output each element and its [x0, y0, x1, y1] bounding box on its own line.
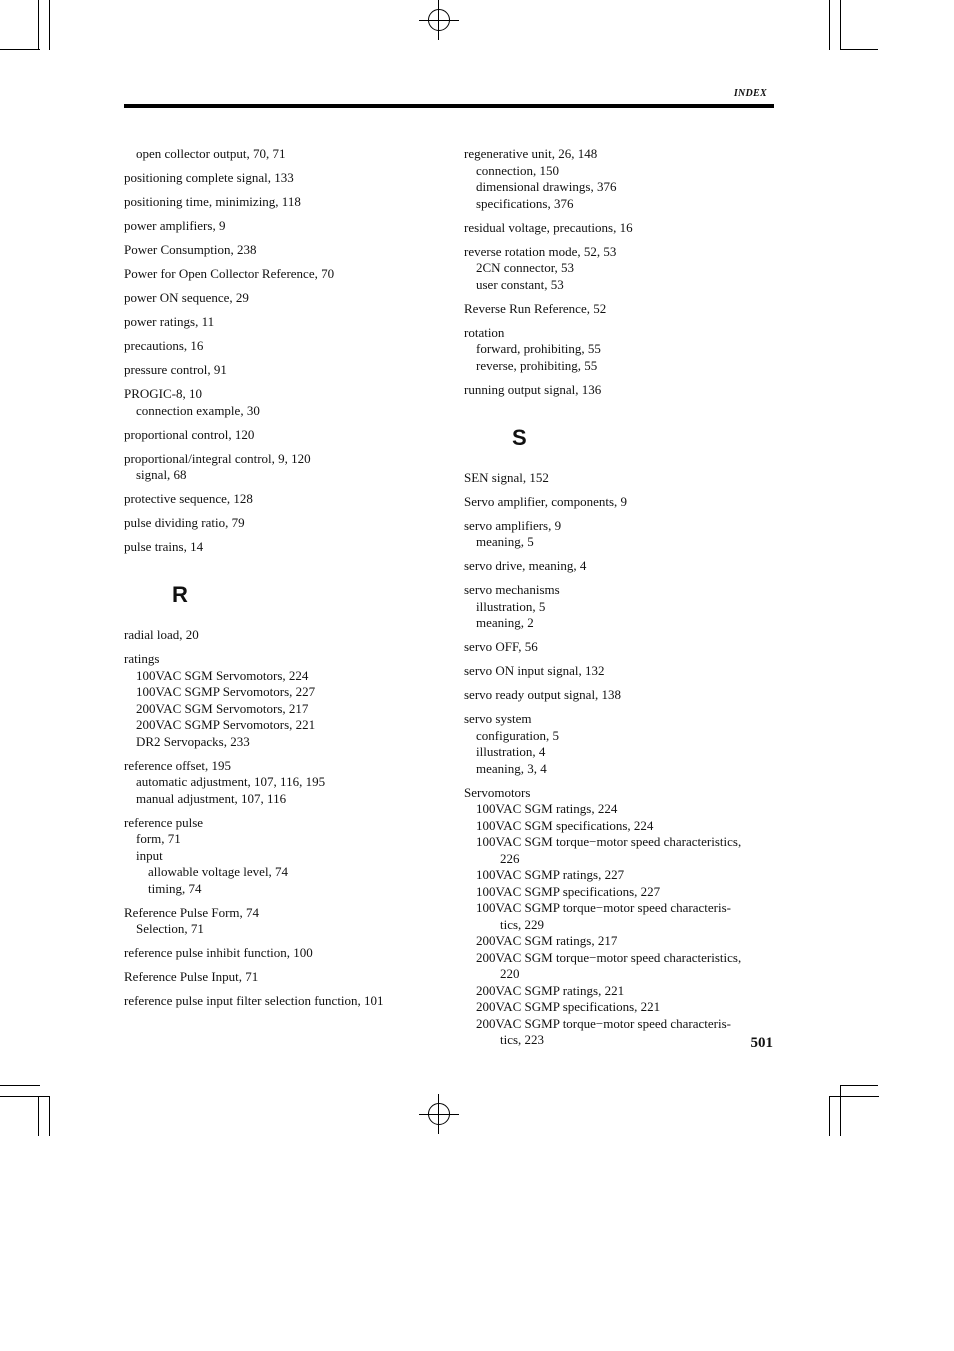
index-entry	[464, 639, 774, 656]
index-subterm: configuration, 5	[476, 727, 560, 743]
index-column-left	[124, 146, 424, 1017]
index-entry	[464, 325, 774, 375]
index-term: servo system	[464, 711, 532, 726]
index-entry	[124, 993, 424, 1010]
index-subterm: form, 71	[136, 831, 181, 846]
page-number: 501	[750, 1035, 773, 1051]
index-term: radial load, 20	[124, 627, 199, 642]
index-entry	[464, 244, 774, 294]
crop-mark	[829, 1096, 879, 1097]
index-entry	[124, 266, 424, 283]
index-term: Reference Pulse Form, 74	[124, 904, 260, 920]
index-subterm: 200VAC SGM Servomotors, 217	[136, 700, 309, 716]
index-entry	[124, 539, 424, 556]
header-rule	[124, 104, 774, 108]
index-term: Reference Pulse Input, 71	[124, 969, 259, 984]
crop-mark	[49, 0, 50, 50]
index-subterm: open collector output, 70, 71	[136, 146, 286, 161]
index-subterm: connection example, 30	[136, 402, 260, 418]
index-subterm: Selection, 71	[136, 921, 204, 936]
index-subterm: user constant, 53	[476, 276, 564, 292]
index-entry	[124, 386, 424, 419]
index-entry	[124, 218, 424, 235]
index-entry	[464, 785, 774, 1049]
index-subterm: 100VAC SGM specifications, 224	[476, 817, 654, 833]
index-entry	[464, 582, 774, 632]
index-term: PROGIC-8, 10	[124, 386, 203, 401]
index-entry	[124, 290, 424, 307]
index-entry	[124, 758, 424, 808]
index-entry	[124, 905, 424, 938]
index-subterm: illustration, 5	[476, 598, 546, 614]
index-entry	[124, 945, 424, 962]
index-term: pressure control, 91	[124, 362, 227, 377]
index-subterm: 100VAC SGMP torque−motor speed characteris-	[476, 900, 732, 915]
index-subterm: 200VAC SGMP ratings, 221	[476, 982, 625, 998]
index-entry	[124, 451, 424, 484]
index-subterm: automatic adjustment, 107, 116, 195	[136, 774, 326, 789]
index-term: power amplifiers, 9	[124, 218, 226, 233]
index-entry	[464, 663, 774, 680]
index-subterm: illustration, 4	[476, 744, 546, 759]
index-term: reference offset, 195	[124, 757, 231, 773]
index-term: Reverse Run Reference, 52	[464, 300, 607, 316]
index-term: precautions, 16	[124, 338, 204, 353]
index-term: servo OFF, 56	[464, 639, 538, 654]
running-header: INDEX	[733, 88, 767, 99]
index-term: reference pulse input filter selection function, 101	[124, 993, 384, 1008]
crop-mark	[0, 1085, 40, 1086]
index-term: proportional control, 120	[124, 426, 255, 442]
index-subterm: 200VAC SGMP Servomotors, 221	[136, 717, 316, 732]
index-term: residual voltage, precautions, 16	[464, 219, 633, 235]
index-term: Servo amplifier, components, 9	[464, 493, 628, 509]
index-subterm: tics, 223	[500, 1032, 545, 1047]
crop-mark	[840, 1085, 878, 1086]
index-column-right	[464, 146, 774, 1056]
index-subterm: 100VAC SGMP ratings, 227	[476, 867, 625, 882]
crop-mark	[0, 1096, 50, 1097]
crop-mark	[840, 0, 841, 50]
index-subterm: 200VAC SGM torque−motor speed characteristics,	[476, 949, 742, 965]
index-entry	[464, 382, 774, 399]
index-subterm: specifications, 376	[476, 195, 574, 211]
index-entry	[124, 815, 424, 898]
index-subterm: 100VAC SGMP specifications, 227	[476, 883, 661, 899]
index-entry	[464, 558, 774, 575]
index-entry	[124, 427, 424, 444]
index-subterm: signal, 68	[136, 467, 187, 482]
index-entry	[124, 314, 424, 331]
index-subterm: 100VAC SGM Servomotors, 224	[136, 667, 309, 683]
index-entry	[124, 242, 424, 259]
index-term: Power for Open Collector Reference, 70	[124, 266, 335, 281]
index-term: servo ON input signal, 132	[464, 663, 605, 678]
index-subterm: 2CN connector, 53	[476, 260, 575, 275]
index-entry	[124, 170, 424, 187]
index-subterm: 100VAC SGM ratings, 224	[476, 801, 618, 816]
index-term: reference pulse	[124, 814, 204, 830]
index-entry	[124, 194, 424, 211]
index-subterm: 100VAC SGM torque−motor speed characteristics,	[476, 834, 742, 849]
index-subterm: 220	[500, 966, 520, 981]
index-term: positioning time, minimizing, 118	[124, 194, 301, 209]
index-term: ratings	[124, 651, 160, 666]
crop-mark	[840, 49, 878, 50]
index-subterm: dimensional drawings, 376	[476, 179, 617, 194]
index-subterm: meaning, 5	[476, 534, 534, 549]
index-subterm: input	[136, 847, 163, 863]
index-entry	[124, 362, 424, 379]
index-term: rotation	[464, 324, 505, 340]
index-entry	[124, 146, 424, 163]
index-subterm: timing, 74	[148, 880, 202, 896]
index-subterm: allowable voltage level, 74	[148, 864, 289, 879]
index-term: power ON sequence, 29	[124, 290, 249, 305]
index-term: regenerative unit, 26, 148	[464, 146, 598, 161]
index-subterm: 200VAC SGM ratings, 217	[476, 933, 618, 948]
index-entry	[124, 651, 424, 750]
index-term: reverse rotation mode, 52, 53	[464, 243, 617, 259]
index-term: pulse dividing ratio, 79	[124, 515, 245, 530]
index-subterm: 226	[500, 850, 520, 866]
index-term: power ratings, 11	[124, 314, 215, 329]
crop-mark	[829, 1096, 830, 1136]
index-entry	[464, 687, 774, 704]
index-subterm: 200VAC SGMP specifications, 221	[476, 999, 661, 1014]
index-subterm: DR2 Servopacks, 233	[136, 733, 250, 749]
index-term: protective sequence, 128	[124, 491, 253, 506]
index-entry	[464, 301, 774, 318]
index-term: reference pulse inhibit function, 100	[124, 945, 313, 960]
index-term: servo amplifiers, 9	[464, 517, 562, 533]
index-subterm: reverse, prohibiting, 55	[476, 357, 598, 373]
index-subterm: 200VAC SGMP torque−motor speed characteris-	[476, 1015, 732, 1031]
index-term: SEN signal, 152	[464, 469, 549, 485]
index-entry	[124, 969, 424, 986]
index-entry	[464, 146, 774, 212]
index-term: servo mechanisms	[464, 582, 560, 597]
crop-mark	[0, 49, 40, 50]
index-subterm: connection, 150	[476, 162, 560, 178]
crop-mark	[840, 1085, 841, 1136]
index-entry	[124, 338, 424, 355]
crop-mark	[829, 0, 830, 50]
index-subterm: tics, 229	[500, 916, 545, 932]
crop-mark	[38, 0, 39, 50]
index-term: running output signal, 136	[464, 381, 602, 397]
section-letter: R	[172, 582, 188, 607]
index-term: servo ready output signal, 138	[464, 687, 622, 702]
index-subterm: 100VAC SGMP Servomotors, 227	[136, 684, 316, 699]
index-entry	[124, 515, 424, 532]
index-term: Power Consumption, 238	[124, 242, 257, 257]
crop-mark	[49, 1096, 50, 1136]
index-entry	[464, 494, 774, 511]
index-term: servo drive, meaning, 4	[464, 558, 587, 573]
index-entry	[464, 220, 774, 237]
index-entry	[124, 627, 424, 644]
index-subterm: meaning, 2	[476, 615, 534, 630]
index-entry	[464, 711, 774, 777]
index-subterm: meaning, 3, 4	[476, 760, 547, 776]
index-term: Servomotors	[464, 784, 531, 800]
section-letter: S	[512, 424, 527, 450]
index-subterm: manual adjustment, 107, 116	[136, 790, 287, 806]
index-term: proportional/integral control, 9, 120	[124, 450, 311, 466]
index-subterm: forward, prohibiting, 55	[476, 341, 601, 356]
index-entry	[464, 518, 774, 551]
index-term: pulse trains, 14	[124, 539, 204, 554]
index-entry	[464, 470, 774, 487]
index-entry	[124, 491, 424, 508]
crop-mark	[38, 1096, 39, 1136]
index-term: positioning complete signal, 133	[124, 170, 294, 185]
